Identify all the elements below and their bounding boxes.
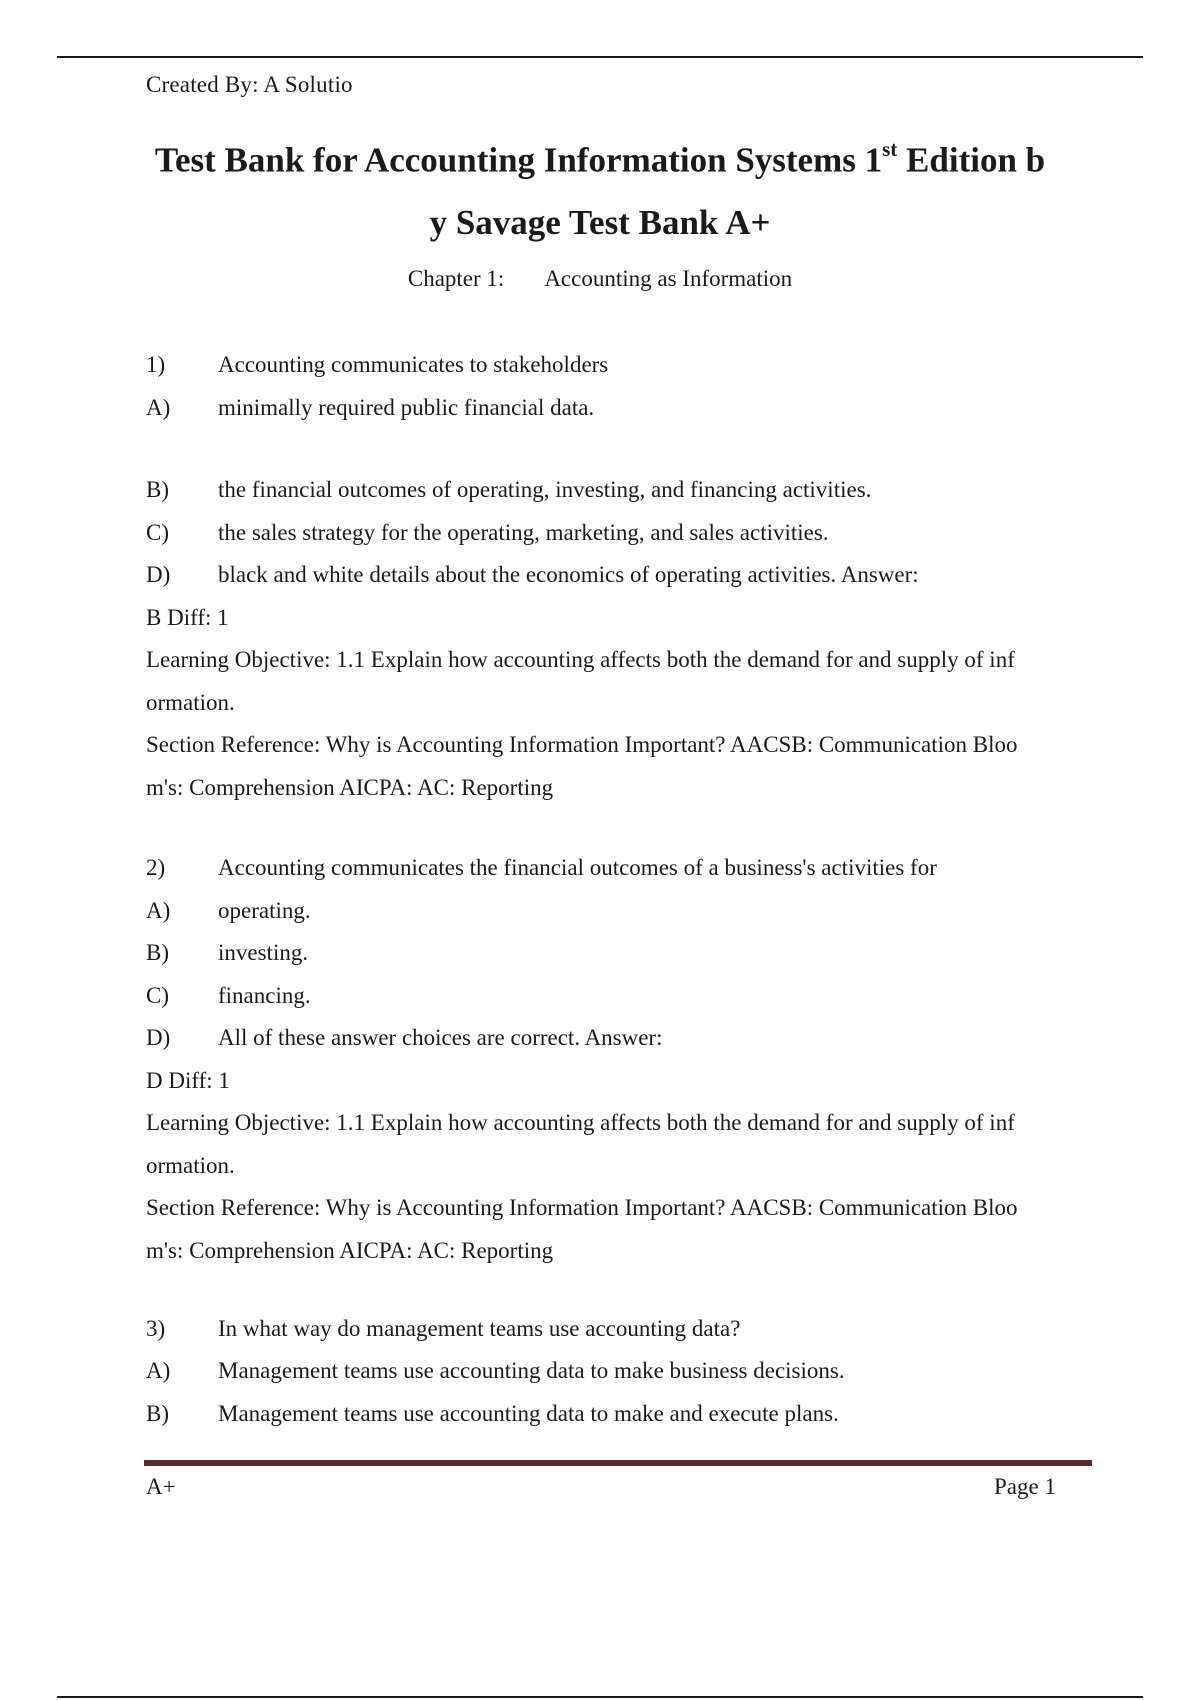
q2-option-d: D) All of these answer choices are correct. Answer: — [146, 1025, 663, 1050]
q1-option-b: B) the financial outcomes of operating, investing, and financing activities. — [146, 477, 872, 502]
q1-answer-diff: B Diff: 1 — [146, 605, 229, 630]
q3-option-a: A) Management teams use accounting data to make business decisions. — [146, 1358, 845, 1383]
q3-option-b: B) Management teams use accounting data to make and execute plans. — [146, 1401, 839, 1426]
q2-section-reference-cont: m's: Comprehension AICPA: AC: Reporting — [146, 1238, 554, 1263]
chapter-label: Chapter 1: — [407, 266, 505, 291]
title-line-2: y Savage Test Bank A+ — [429, 203, 771, 242]
q2-option-b: B) investing. — [146, 940, 309, 965]
top-rule — [57, 56, 1143, 58]
q2-answer-diff: D Diff: 1 — [146, 1068, 230, 1093]
title-line-1: Test Bank for Accounting Information Systems 1st Edition b — [154, 137, 1046, 180]
q1-section-reference-cont: m's: Comprehension AICPA: AC: Reporting — [146, 775, 554, 800]
q1-learning-objective-cont: ormation. — [146, 690, 235, 715]
q2-option-c: C) financing. — [146, 983, 311, 1008]
page-number: Page 1 — [994, 1474, 1056, 1499]
q2-option-a: A) operating. — [146, 898, 311, 923]
q2-learning-objective-cont: ormation. — [146, 1153, 235, 1178]
question-1: 1) Accounting communicates to stakeholders — [146, 352, 609, 377]
q1-option-d: D) black and white details about the economics of operating activities. Answer: — [146, 562, 919, 587]
created-by: Created By: A Solutio — [146, 72, 353, 97]
chapter-heading — [0, 266, 1200, 292]
question-2: 2) Accounting communicates the financial outcomes of a business's activities for — [146, 855, 937, 880]
q1-learning-objective: Learning Objective: 1.1 Explain how accounting affects both the demand for and supply of inf — [146, 647, 1015, 672]
title-superscript: st — [882, 137, 898, 161]
footer-rule — [144, 1460, 1092, 1466]
q1-option-a: A) minimally required public financial data. — [146, 395, 595, 420]
q2-section-reference: Section Reference: Why is Accounting Information Important? AACSB: Communication Bloo — [146, 1195, 1018, 1220]
footer-grade: A+ — [146, 1474, 176, 1499]
question-3: 3) In what way do management teams use accounting data? — [146, 1316, 741, 1341]
q2-learning-objective: Learning Objective: 1.1 Explain how accounting affects both the demand for and supply of inf — [146, 1110, 1015, 1135]
bottom-rule — [57, 1696, 1143, 1698]
q1-option-c: C) the sales strategy for the operating, marketing, and sales activities. — [146, 520, 829, 545]
chapter-name: Accounting as Information — [544, 266, 793, 291]
q1-section-reference: Section Reference: Why is Accounting Information Important? AACSB: Communication Bloo — [146, 732, 1018, 757]
